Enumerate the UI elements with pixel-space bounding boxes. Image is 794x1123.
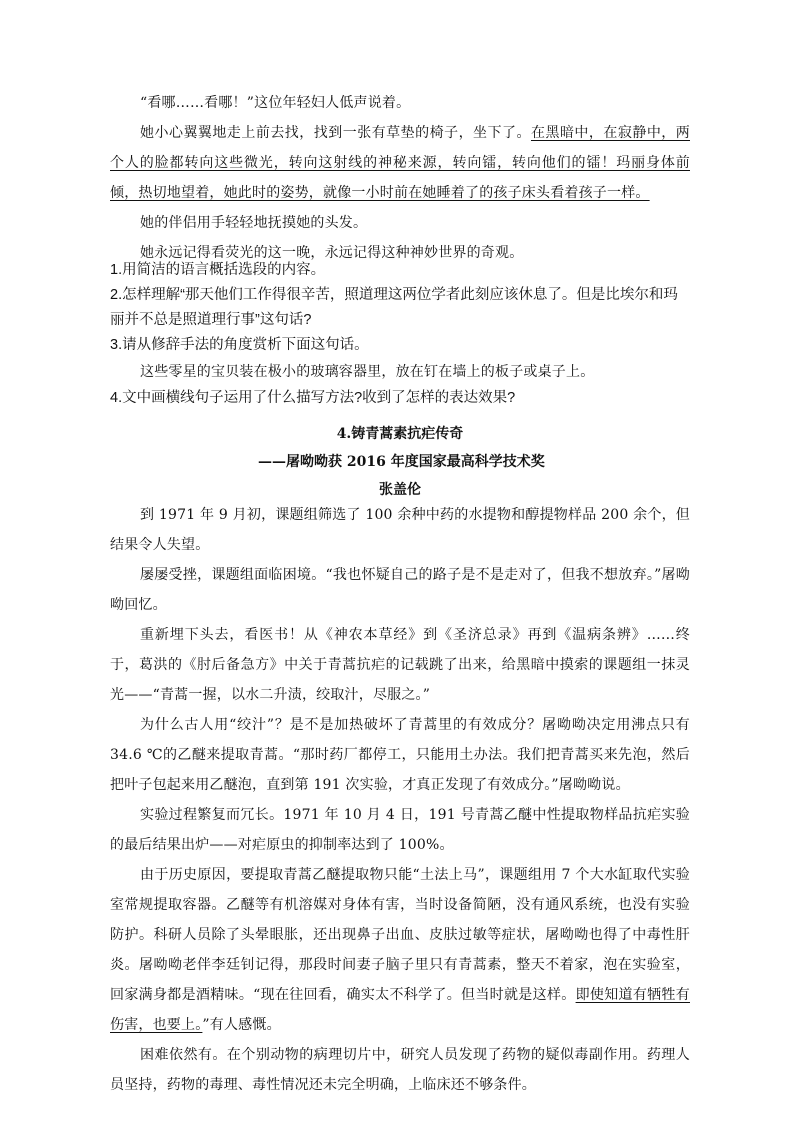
passage-paragraph-1: “看哪……看哪！”这位年轻妇人低声说着。 [140, 95, 411, 111]
passage-section [110, 88, 690, 268]
article-paragraph-2: 屡屡受挫，课题组面临困境。“我也怀疑自己的路子是不是走对了，但我不想放弃。”屠呦呦回忆。 [110, 567, 690, 613]
question-1: 1.用简洁的语言概括选段的内容。 [110, 262, 326, 278]
article-paragraph-6-text: 由于历史原因，要提取青蒿乙醚提取物只能“土法上马”，课题组用 7 个大水缸取代实验室常规提取容器。乙醚等有机溶媒对身体有害，当时设备简陋，没有通风系统，也没有实验防护。科研人员除了头晕眼胀，还出现鼻子出血、皮肤过敏等症状，屠呦呦也得了中毒性肝炎。屠呦呦老伴李廷钊记得，那段时间妻子脑子里只有青蒿素，整天不着家，泡在实验室，回家满身都是酒精味。“现在往回看，确实太不科学了。但当时就是这样。 [110, 867, 690, 1003]
article-paragraph-4: 为什么古人用“绞汁”？是不是加热破坏了青蒿里的有效成分？屠呦呦决定用沸点只有 34.6 ℃的乙醚来提取青蒿。“那时药厂都停工，只能用土办法。我们把青蒿买来先泡，然后把叶子包起来用乙醚泡，直到第 191 次实验，才真正发现了有效成分。”屠呦呦说。 [110, 717, 690, 793]
article-heading [110, 420, 690, 504]
underlined-sentence: 在黑暗中，在寂静中，两个人的脸都转向这些微光，转向这射线的神秘来源，转向镭，转向他们的镭！玛丽身体前倾，热切地望着，她此时的姿势，就像一小时前在她睡着了的孩子床头看着孩子一样。 [110, 125, 690, 201]
passage-paragraph-2 [110, 118, 690, 208]
article-author: 张盖伦 [379, 482, 421, 498]
question-3-quote: 这些零星的宝贝装在极小的玻璃容器里，放在钉在墙上的板子或桌子上。 [140, 364, 595, 380]
passage-paragraph-2-text: 她小心翼翼地走上前去找，找到一张有草垫的椅子，坐下了。 [140, 125, 531, 141]
article-body [110, 500, 690, 1100]
question-3: 3.请从修辞手法的角度赏析下面这句话。 [110, 337, 369, 353]
passage-paragraph-4: 她永远记得看荧光的这一晚，永远记得这种神妙世界的奇观。 [140, 245, 524, 261]
article-paragraph-6 [110, 860, 690, 1040]
article-paragraph-1: 到 1971 年 9 月初，课题组筛选了 100 余种中药的水提物和醇提物样品 200 余个，但结果令人失望。 [110, 507, 690, 553]
article-subtitle: ——屠呦呦获 2016 年度国家最高科学技术奖 [258, 454, 545, 470]
article-paragraph-7: 困难依然有。在个别动物的病理切片中，研究人员发现了药物的疑似毒副作用。药理人员坚持，药物的毒理、毒性情况还未完全明确，上临床还不够条件。 [110, 1047, 690, 1093]
questions-section [110, 258, 690, 411]
article-paragraph-5: 实验过程繁复而冗长。1971 年 10 月 4 日，191 号青蒿乙醚中性提取物样品抗疟实验的最后结果出炉——对疟原虫的抑制率达到了 100%。 [110, 807, 690, 853]
article-paragraph-6-tail: ”有人感慨。 [202, 1017, 281, 1033]
underlined-sentence-2: 即使知道有牺牲有伤害，也要上。 [110, 987, 690, 1033]
article-paragraph-3: 重新埋下头去，看医书！从《神农本草经》到《圣济总录》再到《温病条辨》……终于，葛洪的《肘后备急方》中关于青蒿抗疟的记载跳了出来，给黑暗中摸索的课题组一抹灵光——“青蒿一握，以水二升渍，绞取汁，尽服之。” [110, 627, 690, 703]
question-2: 2.怎样理解“那天他们工作得很辛苦，照道理这两位学者此刻应该休息了。但是比埃尔和玛丽并不总是照道理行事”这句话? [110, 287, 678, 328]
passage-paragraph-3: 她的伴侣用手轻轻地抚摸她的头发。 [140, 215, 368, 231]
question-4: 4.文中画横线句子运用了什么描写方法?收到了怎样的表达效果? [110, 390, 516, 406]
article-title: 4.铸青蒿素抗疟传奇 [336, 426, 464, 442]
